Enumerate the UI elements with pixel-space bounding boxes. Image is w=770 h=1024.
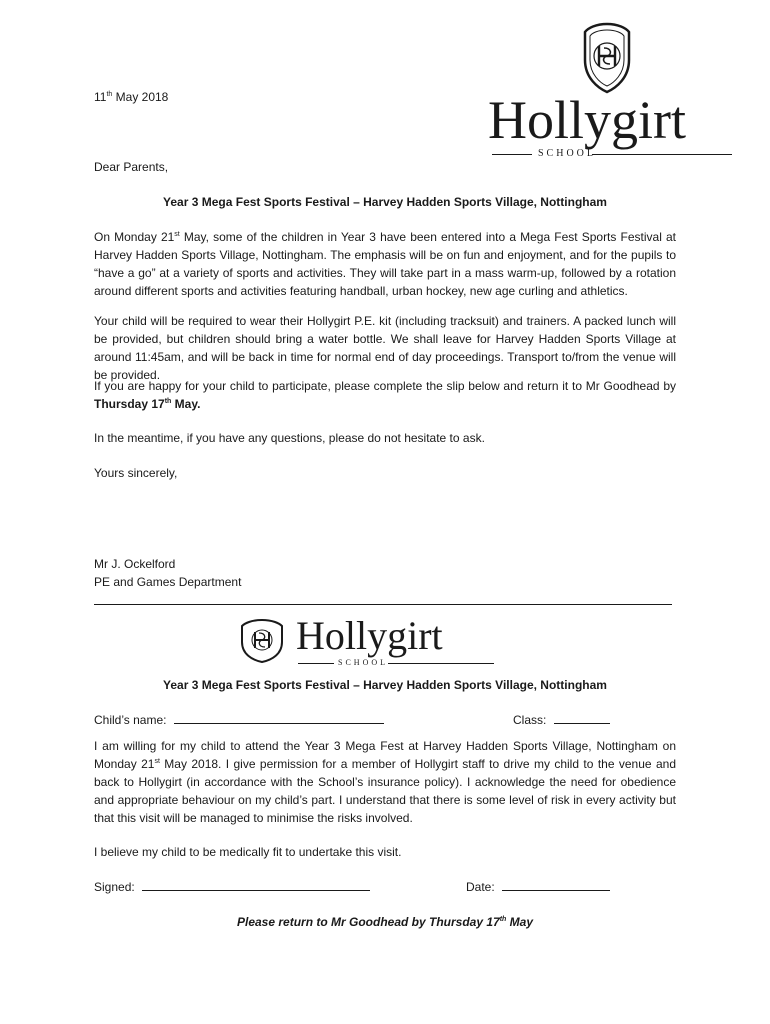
date-row — [466, 878, 610, 896]
date-label: Date: — [466, 880, 495, 894]
closing: Yours sincerely, — [94, 466, 178, 480]
greeting: Dear Parents, — [94, 160, 169, 174]
letter-title: Year 3 Mega Fest Sports Festival – Harvey Hadden Sports Village, Nottingham — [163, 195, 607, 209]
slip-logo-school-label: SCHOOL — [338, 658, 389, 667]
child-name-label: Child’s name: — [94, 713, 167, 727]
logo-wordmark: Hollygirt — [488, 90, 686, 150]
logo-rule-left — [492, 154, 532, 155]
child-name-row — [94, 711, 384, 729]
slip-logo-wordmark: Hollygirt — [296, 613, 443, 658]
class-label: Class: — [513, 713, 547, 727]
signed-label: Signed: — [94, 880, 135, 894]
tear-off-line — [94, 604, 672, 605]
medical-statement: I believe my child to be medically fit to undertake this visit. — [94, 845, 402, 859]
consent-paragraph: I am willing for my child to attend the Year 3 Mega Fest at Harvey Hadden Sports Village, Nottingham on Monday 21st May 2018. I give permission for a member of Hollygirt staff to drive my child to the venue and back to Hollygirt (in accordance with the School’s insurance policy). I acknowledge the need for obedience and appropriate behaviour on my child’s part. I understand that there is some level of risk in every activity but that this visit will be managed to minimise the risks involved. — [94, 739, 676, 825]
signatory-name: Mr J. Ockelford — [94, 557, 176, 571]
paragraph-questions: In the meantime, if you have any questions, please do not hesitate to ask. — [94, 431, 485, 445]
class-row — [513, 711, 610, 729]
slip-logo-rule-right — [388, 663, 494, 664]
logo-rule-right — [592, 154, 732, 155]
signature-field[interactable] — [142, 879, 370, 891]
signatory-department: PE and Games Department — [94, 575, 242, 589]
child-name-field[interactable] — [174, 712, 384, 724]
class-field[interactable] — [554, 712, 610, 724]
return-note: Please return to Mr Goodhead by Thursday 17th May — [236, 915, 534, 929]
crest-icon — [582, 22, 632, 94]
letter-date: 11th May 2018 — [94, 90, 169, 104]
slip-title: Year 3 Mega Fest Sports Festival – Harvey Hadden Sports Village, Nottingham — [163, 678, 607, 692]
slip-logo — [238, 614, 508, 670]
paragraph-details: Your child will be required to wear their Hollygirt P.E. kit (including tracksuit) and trainers. A packed lunch will be provided, but children should bring a water bottle. We shall leave for Harvey Hadden Sports Village at around 11:45am, and will be back in time for normal end of day proceedings. Transport to/from the venue will be provided. — [94, 314, 676, 382]
signed-row — [94, 878, 370, 896]
paragraph-return: If you are happy for your child to participate, please complete the slip below and return it to Mr Goodhead by Thursday 17th May. — [94, 379, 676, 411]
crest-icon — [238, 618, 286, 664]
school-logo — [488, 22, 738, 162]
paragraph-intro: On Monday 21st May, some of the children in Year 3 have been entered into a Mega Fest Sports Festival at Harvey Hadden Sports Village, Nottingham. The emphasis will be on fun and enjoyment, and for the pupils to “have a go” at a variety of sports and activities. They will take part in a mass warm-up, followed by a rotation around different sports and activities featuring handball, urban hockey, new age curling and athletics. — [94, 230, 676, 298]
date-field[interactable] — [502, 879, 610, 891]
slip-logo-rule-left — [298, 663, 334, 664]
logo-school-label: SCHOOL — [538, 148, 597, 159]
